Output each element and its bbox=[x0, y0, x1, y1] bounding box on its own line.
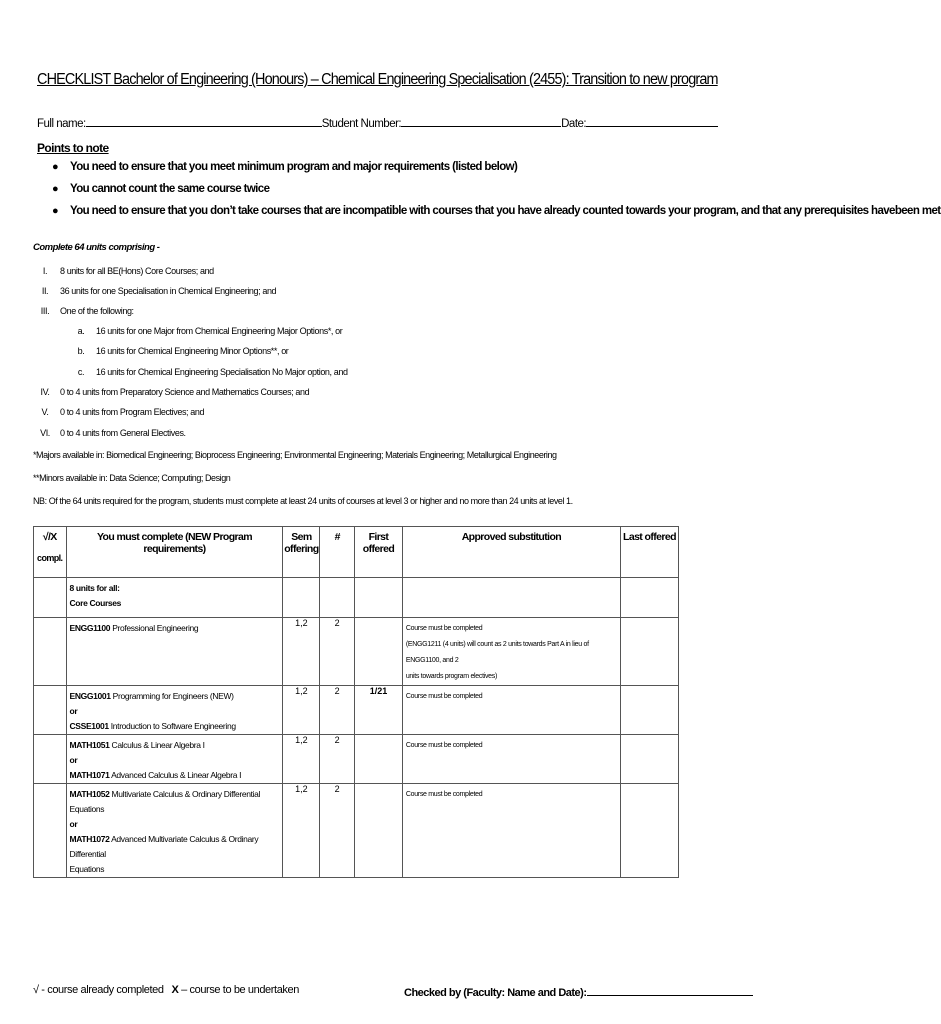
table-row bbox=[34, 784, 679, 878]
requirement-option: b. 16 units for Chemical Engineering Minor Options**, or bbox=[77, 346, 289, 356]
last-offered-cell bbox=[620, 784, 678, 878]
requirement-item: V. 0 to 4 units from Program Electives; and bbox=[41, 407, 205, 417]
legend bbox=[33, 984, 299, 996]
bullet-icon: ● bbox=[52, 161, 59, 173]
first-offered-cell bbox=[355, 618, 403, 686]
date-field[interactable] bbox=[586, 116, 718, 127]
units-cell: 2 bbox=[320, 784, 355, 878]
check-cell[interactable] bbox=[34, 618, 67, 686]
points-list bbox=[52, 161, 941, 227]
course-code: MATH1051 bbox=[69, 740, 110, 750]
requirement-item: I. 8 units for all BE(Hons) Core Courses; and bbox=[42, 266, 214, 276]
substitution-text: Course must be completed bbox=[405, 625, 483, 632]
course-code: MATH1072 bbox=[69, 834, 110, 844]
list-item: ● You need to ensure that you meet minimum program and major requirements (listed below) bbox=[52, 161, 518, 173]
substitution-text: Course must be completed bbox=[405, 693, 483, 700]
substitution-text: Course must be completed bbox=[405, 742, 483, 749]
requirement-item: II. 36 units for one Specialisation in Chemical Engineering; and bbox=[41, 286, 277, 296]
minors-note: **Minors available in: Data Science; Computing; Design bbox=[33, 473, 231, 483]
sem-cell: 1,2 bbox=[283, 735, 320, 784]
check-cell[interactable] bbox=[34, 578, 67, 618]
table-row bbox=[34, 735, 679, 784]
last-offered-cell bbox=[620, 686, 678, 735]
course-code: MATH1052 bbox=[69, 789, 110, 799]
units-cell: 2 bbox=[320, 686, 355, 735]
check-cell[interactable] bbox=[34, 784, 67, 878]
course-name: Advanced Multivariate Calculus & Ordinary Differential bbox=[69, 834, 259, 859]
first-offered-cell bbox=[355, 784, 403, 878]
table-section-row bbox=[34, 578, 679, 618]
course-code: ENGG1100 bbox=[69, 623, 111, 633]
course-code: MATH1071 bbox=[69, 770, 110, 780]
course-header: You must complete (NEW Program requirements) bbox=[66, 527, 283, 578]
list-item: ● You need to ensure that you don’t take courses that are incompatible with courses that you have already counted towards your program, and that any prerequisites havebeen met bbox=[52, 205, 941, 217]
last-offered-cell bbox=[620, 618, 678, 686]
requirement-item: IV. 0 to 4 units from Preparatory Science and Mathematics Courses; and bbox=[40, 387, 310, 397]
substitution-detail: units towards program electives) bbox=[405, 673, 498, 680]
course-name-continued: Equations bbox=[69, 864, 105, 874]
course-name: Calculus & Linear Algebra I bbox=[109, 740, 205, 750]
requirement-option: a. 16 units for one Major from Chemical Engineering Major Options*, or bbox=[77, 326, 343, 336]
majors-note: *Majors available in: Biomedical Engineering; Bioprocess Engineering; Environmental Engineering; Materials Engineering; Metallurgical Engineering bbox=[33, 450, 557, 460]
first-offered-header: First offered bbox=[355, 527, 403, 578]
course-code: CSSE1001 bbox=[69, 721, 109, 731]
x-mark-icon: X bbox=[171, 984, 179, 996]
check-header: √/X compl. bbox=[34, 527, 67, 578]
student-number-field[interactable] bbox=[401, 116, 561, 127]
course-code: ENGG1001 bbox=[69, 691, 111, 701]
sem-header: Sem offering bbox=[283, 527, 320, 578]
check-mark-icon: √ bbox=[33, 984, 39, 996]
requirement-item: VI. 0 to 4 units from General Electives. bbox=[40, 428, 186, 438]
substitution-text: Course must be completed bbox=[405, 791, 483, 798]
requirement-item: III. One of the following: bbox=[40, 306, 134, 316]
check-cell[interactable] bbox=[34, 686, 67, 735]
sem-cell: 1,2 bbox=[283, 784, 320, 878]
full-name-label: Full name: bbox=[37, 118, 86, 130]
substitution-detail: (ENGG1211 (4 units) will count as 2 units towards Part A in lieu of ENGG1100, and 2 bbox=[405, 641, 589, 664]
checked-by bbox=[404, 984, 753, 999]
last-offered-header: Last offered bbox=[620, 527, 678, 578]
or-label: or bbox=[69, 819, 78, 829]
section-title: 8 units for all: bbox=[69, 583, 120, 593]
page-title: CHECKLIST Bachelor of Engineering (Honours) – Chemical Engineering Specialisation (2455): Transition to new program bbox=[37, 71, 718, 88]
nb-note: NB: Of the 64 units required for the program, students must complete at least 24 units of courses at level 3 or higher and no more than 24 units at level 1. bbox=[33, 496, 573, 506]
legend-check-text: - course already completed bbox=[38, 984, 164, 996]
sem-cell: 1,2 bbox=[283, 686, 320, 735]
sem-cell: 1,2 bbox=[283, 618, 320, 686]
course-name: Professional Engineering bbox=[110, 623, 199, 633]
first-offered-cell: 1/21 bbox=[355, 686, 403, 735]
requirement-option: c. 16 units for Chemical Engineering Specialisation No Major option, and bbox=[77, 367, 348, 377]
requirements-heading: Complete 64 units comprising - bbox=[33, 242, 160, 253]
units-cell: 2 bbox=[320, 618, 355, 686]
last-offered-cell bbox=[620, 735, 678, 784]
student-number-label: Student Number: bbox=[321, 118, 402, 130]
section-subtitle: Core Courses bbox=[69, 598, 122, 608]
check-cell[interactable] bbox=[34, 735, 67, 784]
points-heading: Points to note bbox=[37, 141, 109, 155]
units-header: # bbox=[320, 527, 355, 578]
course-name: Programming for Engineers (NEW) bbox=[110, 691, 234, 701]
or-label: or bbox=[69, 706, 78, 716]
table-row bbox=[34, 618, 679, 686]
units-cell: 2 bbox=[320, 735, 355, 784]
course-name: Advanced Calculus & Linear Algebra I bbox=[109, 770, 242, 780]
or-label: or bbox=[69, 755, 78, 765]
bullet-icon: ● bbox=[52, 183, 59, 195]
full-name-field[interactable] bbox=[86, 116, 322, 127]
date-label: Date: bbox=[561, 118, 587, 130]
table-header-row bbox=[34, 527, 679, 578]
legend-x-text: – course to be undertaken bbox=[178, 984, 299, 996]
list-item: ● You cannot count the same course twice bbox=[52, 183, 270, 195]
bullet-icon: ● bbox=[52, 205, 59, 217]
requirements-table bbox=[33, 526, 679, 878]
first-offered-cell bbox=[355, 735, 403, 784]
table-row bbox=[34, 686, 679, 735]
checked-by-label: Checked by (Faculty: Name and Date): bbox=[404, 987, 587, 999]
course-name: Multivariate Calculus & Ordinary Differential Equations bbox=[69, 789, 261, 814]
checked-by-field[interactable] bbox=[587, 984, 753, 996]
student-details-fields bbox=[37, 116, 718, 130]
course-name: Introduction to Software Engineering bbox=[108, 721, 236, 731]
substitution-header: Approved substitution bbox=[402, 527, 620, 578]
